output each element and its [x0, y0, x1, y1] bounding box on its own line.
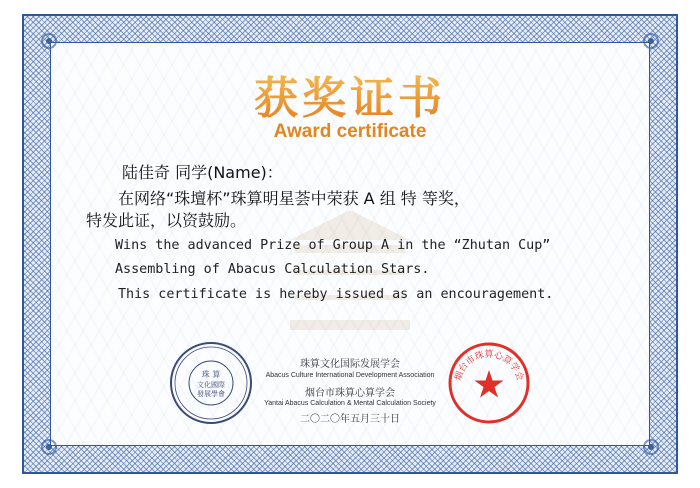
- certificate-title: 获奖证书: [0, 62, 700, 126]
- issuer-2-english: Yantai Abacus Calculation & Mental Calculation Society: [264, 400, 436, 407]
- award-text-cn-2: 特发此证，以资鼓励。: [86, 211, 247, 230]
- svg-text:發展學會: 發展學會: [197, 390, 225, 398]
- svg-text:文化國際: 文化國際: [197, 381, 225, 389]
- corner-ornament: [628, 18, 674, 64]
- award-text-en-3: This certificate is hereby issued as an encouragement.: [118, 287, 554, 302]
- corner-ornament: [26, 18, 72, 64]
- award-text-cn-1: 在网络“珠壇杯”珠算明星荟中荣获 A 组 特 等奖，: [118, 189, 470, 208]
- recipient-name: 陆佳奇 同学(Name)：: [122, 163, 283, 182]
- issuer-1-english: Abacus Culture International Development Association: [265, 372, 435, 379]
- svg-text:珠 算: 珠 算: [201, 370, 221, 379]
- award-text-en-1: Wins the advanced Prize of Group A in the “Zhutan Cup”: [115, 238, 551, 253]
- certificate-title-english: Award certificate: [273, 121, 427, 142]
- corner-ornament: [26, 424, 72, 470]
- svg-text:烟台市珠算心算学会: 烟台市珠算心算学会: [453, 350, 525, 382]
- issue-date: 二〇二〇年五月三十日: [300, 414, 400, 425]
- issuer-1-name: 珠算文化国际发展学会: [300, 359, 400, 370]
- issuer-2-name: 烟台市珠算心算学会: [305, 388, 395, 399]
- award-text-en-2: Assembling of Abacus Calculation Stars.: [115, 262, 430, 277]
- corner-ornament: [628, 424, 674, 470]
